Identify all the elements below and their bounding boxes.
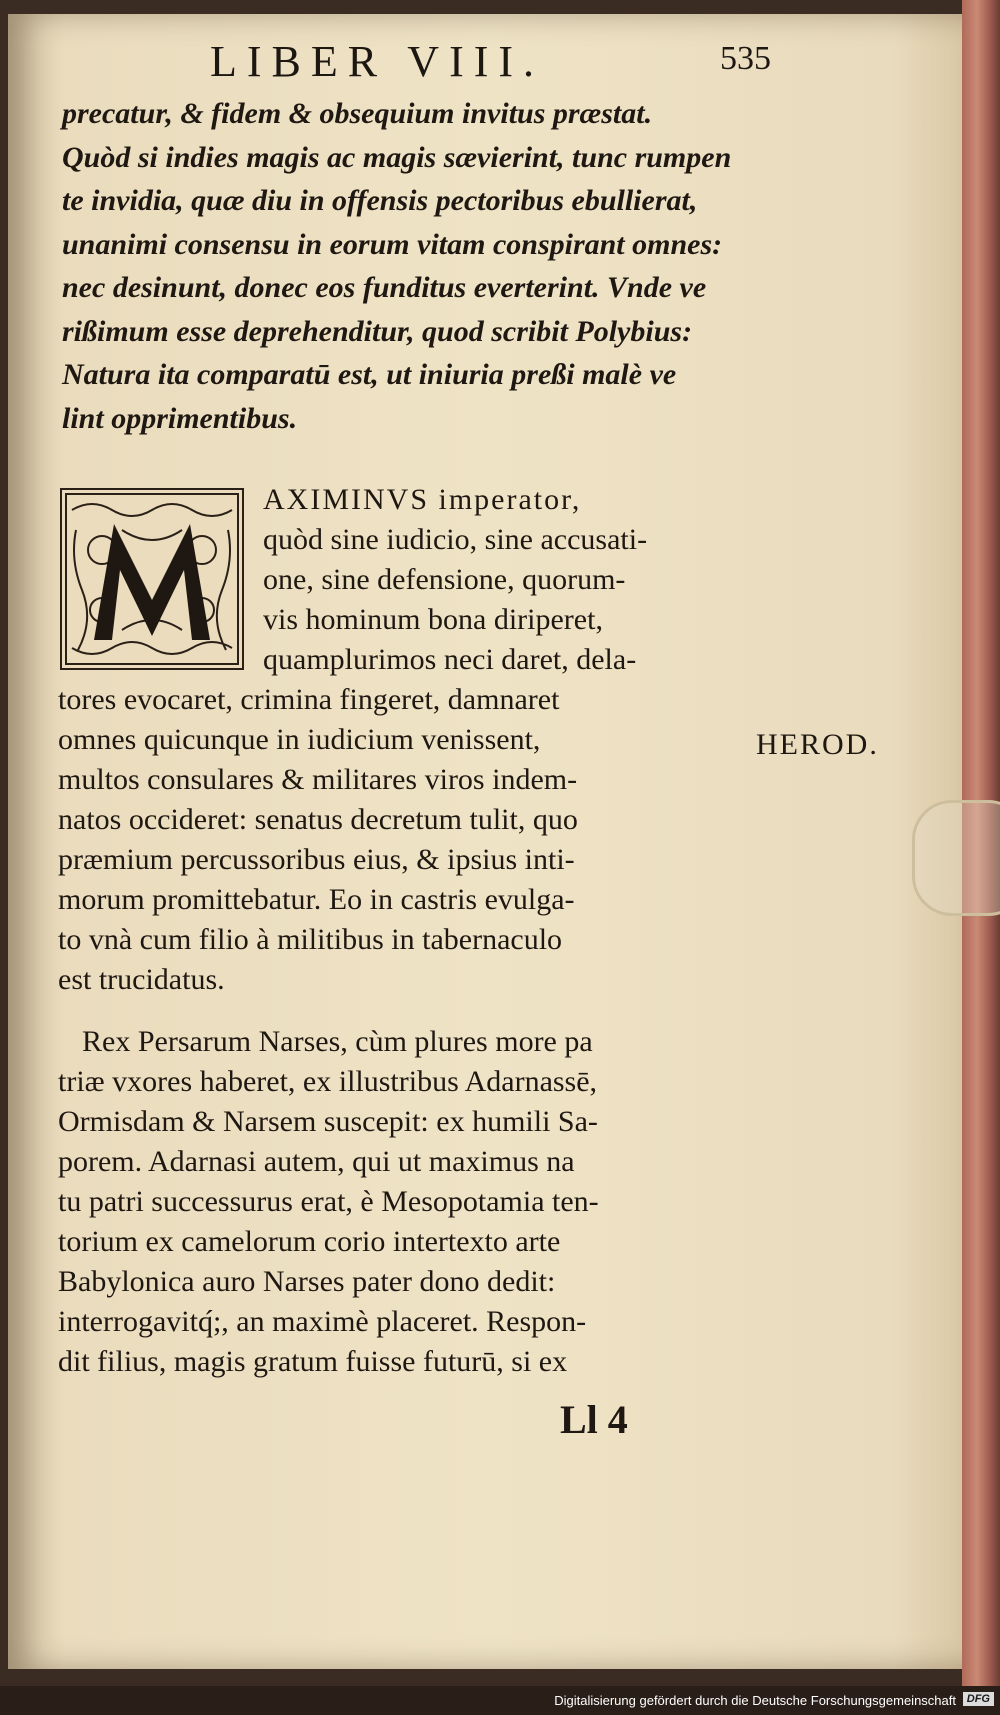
text-line: AXIMINVS imperator,: [263, 483, 582, 516]
running-title: LIBER VIII.: [210, 37, 545, 86]
text-line: Rex Persarum Narses, cùm plures more pa: [82, 1025, 593, 1058]
text-line: morum promittebatur. Eo in castris evulga-: [58, 883, 575, 916]
text-line: Babylonica auro Narses pater dono dedit:: [58, 1265, 556, 1298]
text-line: precatur, & fidem & obsequium invitus præstat.: [62, 97, 653, 130]
marginal-note: HEROD.: [756, 728, 879, 761]
clip-mark: [912, 800, 1000, 916]
text-line: one, sine defensione, quorum-: [263, 563, 626, 596]
text-line: torium ex camelorum corio intertexto arte: [58, 1225, 561, 1258]
text-line: vis hominum bona diriperet,: [263, 603, 603, 636]
text-line: præmium percussoribus eius, & ipsius inti-: [58, 843, 575, 876]
text-line: Ormisdam & Narsem suscepit: ex humili Sa-: [58, 1105, 598, 1138]
funding-credit: Digitalisierung gefördert durch die Deutsche Forschungsgemeinschaft: [554, 1693, 956, 1708]
text-line: quamplurimos neci daret, dela-: [263, 643, 637, 676]
text-line: rißimum esse deprehenditur, quod scribit Polybius:: [62, 314, 693, 348]
digitization-footer: [0, 1686, 1000, 1715]
text-line: to vnà cum filio à militibus in tabernaculo: [58, 923, 563, 956]
text-line: multos consulares & militares viros indem-: [58, 763, 578, 796]
text-line: porem. Adarnasi autem, qui ut maximus na: [58, 1145, 575, 1178]
text-line: Natura ita comparatū est, ut iniuria preßi malè ve: [62, 358, 677, 391]
text-line: interrogavitq́;, an maximè placeret. Respon-: [58, 1305, 587, 1338]
running-header: [210, 36, 770, 86]
text-line: Quòd si indies magis ac magis sævierint, tunc rumpen: [62, 140, 732, 174]
text-line: unanimi consensu in eorum vitam conspirant omnes:: [62, 227, 723, 261]
page-number: 535: [720, 40, 771, 77]
text-line: te invidia, quæ diu in offensis pectoribus ebullierat,: [62, 184, 698, 217]
text-line: tu patri successurus erat, è Mesopotamia ten-: [58, 1185, 599, 1218]
text-line: omnes quicunque in iudicium venissent,: [58, 723, 541, 756]
dfg-logo-icon: DFG: [963, 1692, 994, 1706]
text-line: natos occideret: senatus decretum tulit, quo: [58, 803, 578, 836]
signature-mark: Ll 4: [560, 1397, 628, 1442]
text-line: nec desinunt, donec eos funditus everterint. Vnde ve: [62, 271, 707, 304]
italic-paragraph: [62, 92, 782, 440]
text-line: tores evocaret, crimina fingeret, damnaret: [58, 683, 560, 716]
text-line: dit filius, magis gratum fuisse futurū, si ex: [58, 1345, 568, 1378]
text-line: triæ vxores haberet, ex illustribus Adarnassē,: [58, 1065, 598, 1098]
main-paragraph-1: [58, 480, 758, 1000]
text-line: lint opprimentibus.: [62, 401, 298, 435]
text-line: est trucidatus.: [58, 963, 225, 996]
main-paragraph-2: [58, 1022, 758, 1382]
text-line: quòd sine iudicio, sine accusati-: [263, 523, 648, 556]
